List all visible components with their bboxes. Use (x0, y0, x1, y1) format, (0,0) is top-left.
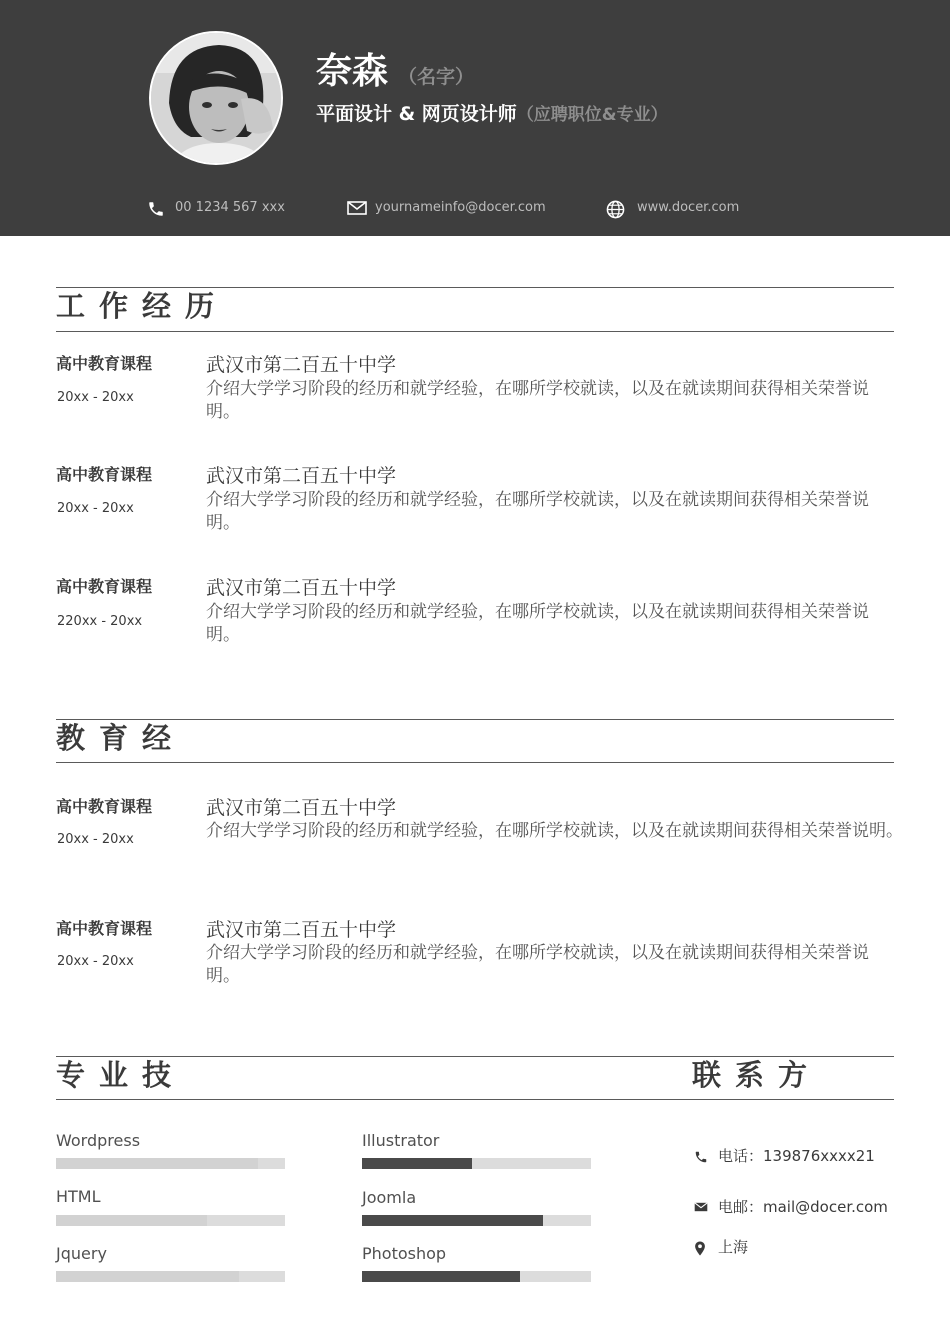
work-section-title: 工作经历 (56, 289, 229, 323)
entry-category: 高中教育课程 (56, 577, 153, 596)
phone-icon (694, 1150, 708, 1164)
entry-date: 20xx - 20xx (57, 390, 134, 405)
work-bottom-divider (56, 331, 894, 332)
phone-icon (147, 200, 165, 218)
role-note: （应聘职位&专业） (516, 105, 668, 125)
entry-school: 武汉市第二百五十中学 (206, 919, 397, 941)
header-phone-text: 00 1234 567 xxx (175, 200, 285, 215)
candidate-name (316, 50, 474, 99)
name-text: 奈森 (316, 51, 389, 92)
entry-description: 介绍大学学习阶段的经历和就学经验，在哪所学校就读，以及在就读期间获得相关荣誉说明。 (206, 602, 869, 645)
skill-bar (56, 1215, 285, 1226)
skill-name: Photoshop (362, 1244, 447, 1263)
globe-icon (606, 200, 625, 219)
education-bottom-divider (56, 762, 894, 763)
skill-name: Wordpress (56, 1131, 141, 1150)
entry-date: 20xx - 20xx (57, 832, 134, 847)
skill-bar (56, 1271, 285, 1282)
entry-description: 介绍大学学习阶段的经历和就学经验，在哪所学校就读，以及在就读期间获得相关荣誉说明。 (206, 490, 869, 533)
entry-date: 20xx - 20xx (57, 501, 134, 516)
header-website-text: www.docer.com (637, 200, 740, 215)
skill-bar-fill (362, 1158, 472, 1169)
entry-category: 高中教育课程 (56, 354, 153, 373)
entry-school: 武汉市第二百五十中学 (206, 354, 397, 376)
skills-section-title: 专业技 (56, 1058, 186, 1092)
entry-school: 武汉市第二百五十中学 (206, 797, 397, 819)
candidate-role (316, 101, 668, 128)
header-email-text: yournameinfo@docer.com (375, 200, 546, 215)
entry-category: 高中教育课程 (56, 797, 153, 816)
contact-section-title: 联系方 (692, 1058, 822, 1092)
skill-bar-fill (56, 1215, 207, 1226)
location-icon (694, 1241, 706, 1256)
resume-header (0, 0, 950, 236)
mail-icon (347, 200, 367, 216)
avatar-photo (151, 33, 283, 165)
name-note: （名字） (398, 66, 475, 88)
skills-bottom-divider (56, 1099, 894, 1100)
skill-bar (362, 1158, 591, 1169)
entry-description: 介绍大学学习阶段的经历和就学经验，在哪所学校就读，以及在就读期间获得相关荣誉说明。 (206, 943, 869, 986)
skill-bar (362, 1271, 591, 1282)
contact-email-text: 电邮：mail@docer.com (718, 1198, 888, 1216)
entry-school: 武汉市第二百五十中学 (206, 577, 397, 599)
entry-category: 高中教育课程 (56, 919, 153, 938)
skill-bar (362, 1215, 591, 1226)
entry-description: 介绍大学学习阶段的经历和就学经验，在哪所学校就读，以及在就读期间获得相关荣誉说明。 (206, 821, 903, 841)
mail-icon (694, 1201, 708, 1213)
skill-bar-fill (56, 1271, 239, 1282)
skill-bar (56, 1158, 285, 1169)
skill-bar-fill (362, 1271, 520, 1282)
avatar (149, 31, 283, 165)
entry-date: 20xx - 20xx (57, 954, 134, 969)
skill-name: Joomla (362, 1188, 417, 1207)
skill-bar-fill (56, 1158, 258, 1169)
contact-location-text: 上海 (718, 1238, 749, 1256)
entry-school: 武汉市第二百五十中学 (206, 465, 397, 487)
skill-bar-fill (362, 1215, 543, 1226)
skill-name: Jquery (56, 1244, 107, 1263)
skill-name: Illustrator (362, 1131, 440, 1150)
skill-name: HTML (56, 1187, 101, 1206)
education-section-title: 教育经 (56, 721, 186, 755)
entry-date: 220xx - 20xx (57, 614, 143, 629)
entry-description: 介绍大学学习阶段的经历和就学经验，在哪所学校就读，以及在就读期间获得相关荣誉说明。 (206, 379, 869, 422)
contact-phone-text: 电话：139876xxxx21 (718, 1147, 875, 1165)
role-text: 平面设计 & 网页设计师 (316, 103, 517, 125)
entry-category: 高中教育课程 (56, 465, 153, 484)
